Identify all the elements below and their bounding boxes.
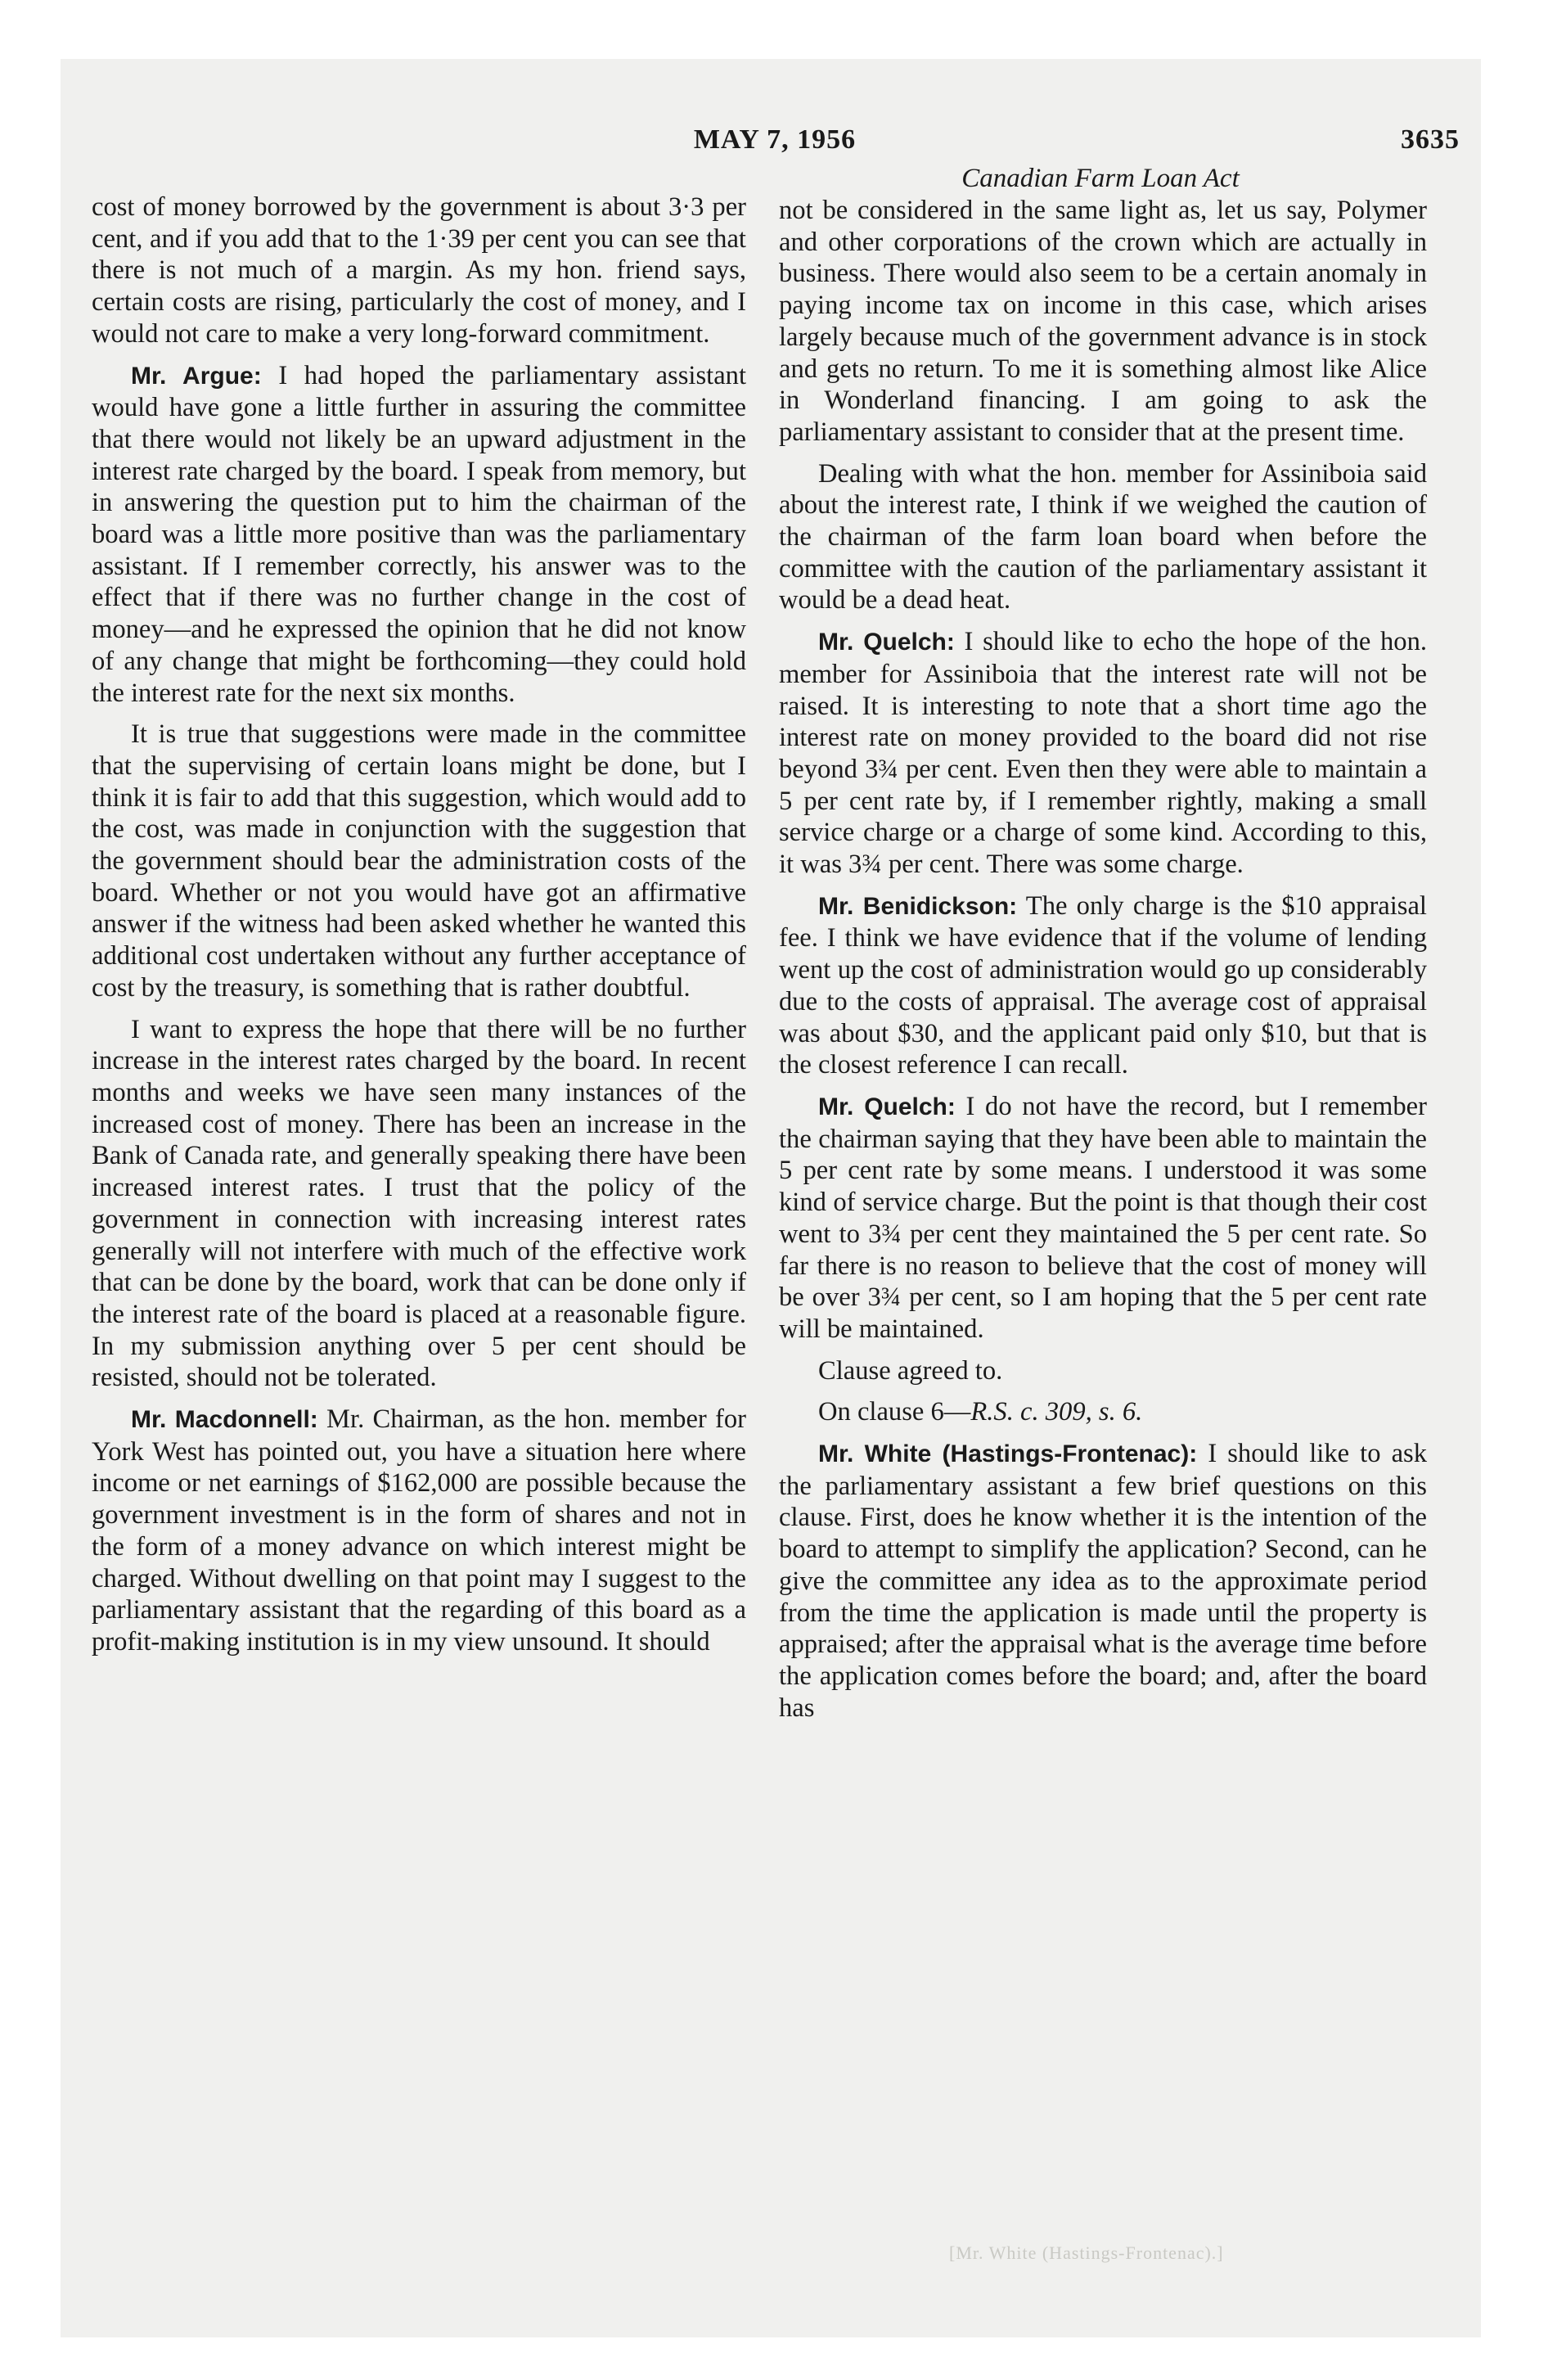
speech-paragraph: Mr. Argue: I had hoped the parliamentary assistant would have gone a little further in assuring the committee that there would not likely be an upward adjustment in the interest rate charged by the board. I speak from memory, but in answering the question put to him the chairman of the board was a little more positive than was the parliamentary assistant. If I remember correctly, his answer was to the effect that if there was no further change in the cost of money—and he expressed the opinion that he did not know of any change that might be forthcoming—they could hold the interest rate for the next six months. (92, 360, 746, 708)
paragraph: It is true that suggestions were made in the committee that the supervising of certain loans might be done, but I think it is fair to add that this suggestion, which would add to the cost, was made in conjunction with the suggestion that the government should bear the administration costs of the board. Whether or not you would have got an affirmative answer if the witness had been asked whether he wanted this additional cost undertaken without any further acceptance of cost by the treasury, is something that is rather doubtful. (92, 719, 746, 1003)
speaker-name: Mr. White (Hastings-Frontenac): (818, 1440, 1198, 1468)
paragraph: cost of money borrowed by the government is about 3·3 per cent, and if you add that to the 1·39 per cent you can see that there is not much of a margin. As my hon. friend says, certain costs are rising, particularly the cost of money, and I would not care to make a very long-forward commitment. (92, 192, 746, 349)
left-column (92, 192, 746, 1668)
page-header (90, 119, 1460, 160)
speech-paragraph: Mr. Macdonnell: Mr. Chairman, as the hon. member for York West has pointed out, you have a situation here where income or net earnings of $162,000 are possible because the government investment is in the form of shares and not in the form of a money advance on which interest might be charged. Without dwelling on that point may I suggest to the parliamentary assistant that the regarding of this board as a profit-making institution is in my view unsound. It should (92, 1404, 746, 1657)
speech-paragraph: Mr. White (Hastings-Frontenac): I should like to ask the parliamentary assistant a few brief questions on this clause. First, does he know whether it is the intention of the board to attempt to simplify the application? Second, can he give the committee any idea as to the approximate period from the time the application is made until the property is appraised; after the appraisal what is the average time before the application comes before the board; and, after the board has (779, 1439, 1428, 1723)
speaker-name: Mr. Benidickson: (818, 892, 1018, 920)
paragraph: Clause agreed to. (818, 1355, 1003, 1386)
speech-paragraph: Mr. Quelch: I do not have the record, but I remember the chairman saying that they have been able to maintain the 5 per cent rate by some means. I understood it was some kind of service charge. But the point is that though their cost went to 3¾ per cent they maintained the 5 per cent rate. So far there is no reason to believe that the cost of money will be over 3¾ per cent, so I am hoping that the 5 per cent rate will be maintained. (779, 1091, 1427, 1344)
speaker-name: Mr. Quelch: (818, 1093, 956, 1120)
speaker-name: Mr. Quelch: (818, 629, 955, 656)
right-column (779, 195, 1427, 1733)
speaker-name: Mr. Macdonnell: (131, 1406, 318, 1434)
header-date: MAY 7, 1956 (693, 124, 857, 155)
page-number: 3635 (1401, 124, 1460, 155)
bleed-through-text: [Mr. White (Hastings-Frontenac).] (949, 2243, 1224, 2263)
speaker-name: Mr. Argue: (131, 362, 262, 390)
paragraph: I want to express the hope that there will be no further increase in the interest rates charged by the board. In recent months and weeks we have seen many instances of the increased cost of money. There has been an increase in the Bank of Canada rate, and generally speaking there have been increased interest rates. I trust that the policy of the government in connection with increasing interest rates generally will not interfere with much of the effective work that can be done by the board, work that can be done only if the interest rate of the board is placed at a reasonable figure. In my submission anything over 5 per cent should be resisted, should not be tolerated. (92, 1014, 746, 1393)
speech-paragraph: Mr. Quelch: I should like to echo the hope of the hon. member for Assiniboia that the interest rate will not be raised. It is interesting to note that a short time ago the interest rate on money provided to the board did not rise beyond 3¾ per cent. Even then they were able to maintain a 5 per cent rate by, if I remember rightly, making a small service charge or a charge of some kind. According to this, it was 3¾ per cent. There was some charge. (779, 627, 1428, 880)
speech-paragraph: Mr. Benidickson: The only charge is the $10 appraisal fee. I think we have evidence that if the volume of lending went up the cost of administration would go up considerably due to the costs of appraisal. The average cost of appraisal was about $30, and the applicant paid only $10, but that is the closest reference I can recall. (779, 890, 1427, 1080)
paragraph: Dealing with what the hon. member for Assiniboia said about the interest rate, I think if we weighed the caution of the chairman of the farm loan board when before the committee with the caution of the parliamentary assistant it would be a dead heat. (779, 458, 1427, 615)
clause-heading: On clause 6—R.S. c. 309, s. 6. (818, 1397, 1143, 1427)
running-head: Canadian Farm Loan Act (961, 164, 1240, 193)
paragraph: not be considered in the same light as, let us say, Polymer and other corporations of the crown which are actually in business. There would also seem to be a certain anomaly in paying income tax on income in this case, which arises largely because much of the government advance is in stock and gets no return. To me it is something almost like Alice in Wonderland financing. I am going to ask the parliamentary assistant to consider that at the present time. (779, 196, 1427, 447)
